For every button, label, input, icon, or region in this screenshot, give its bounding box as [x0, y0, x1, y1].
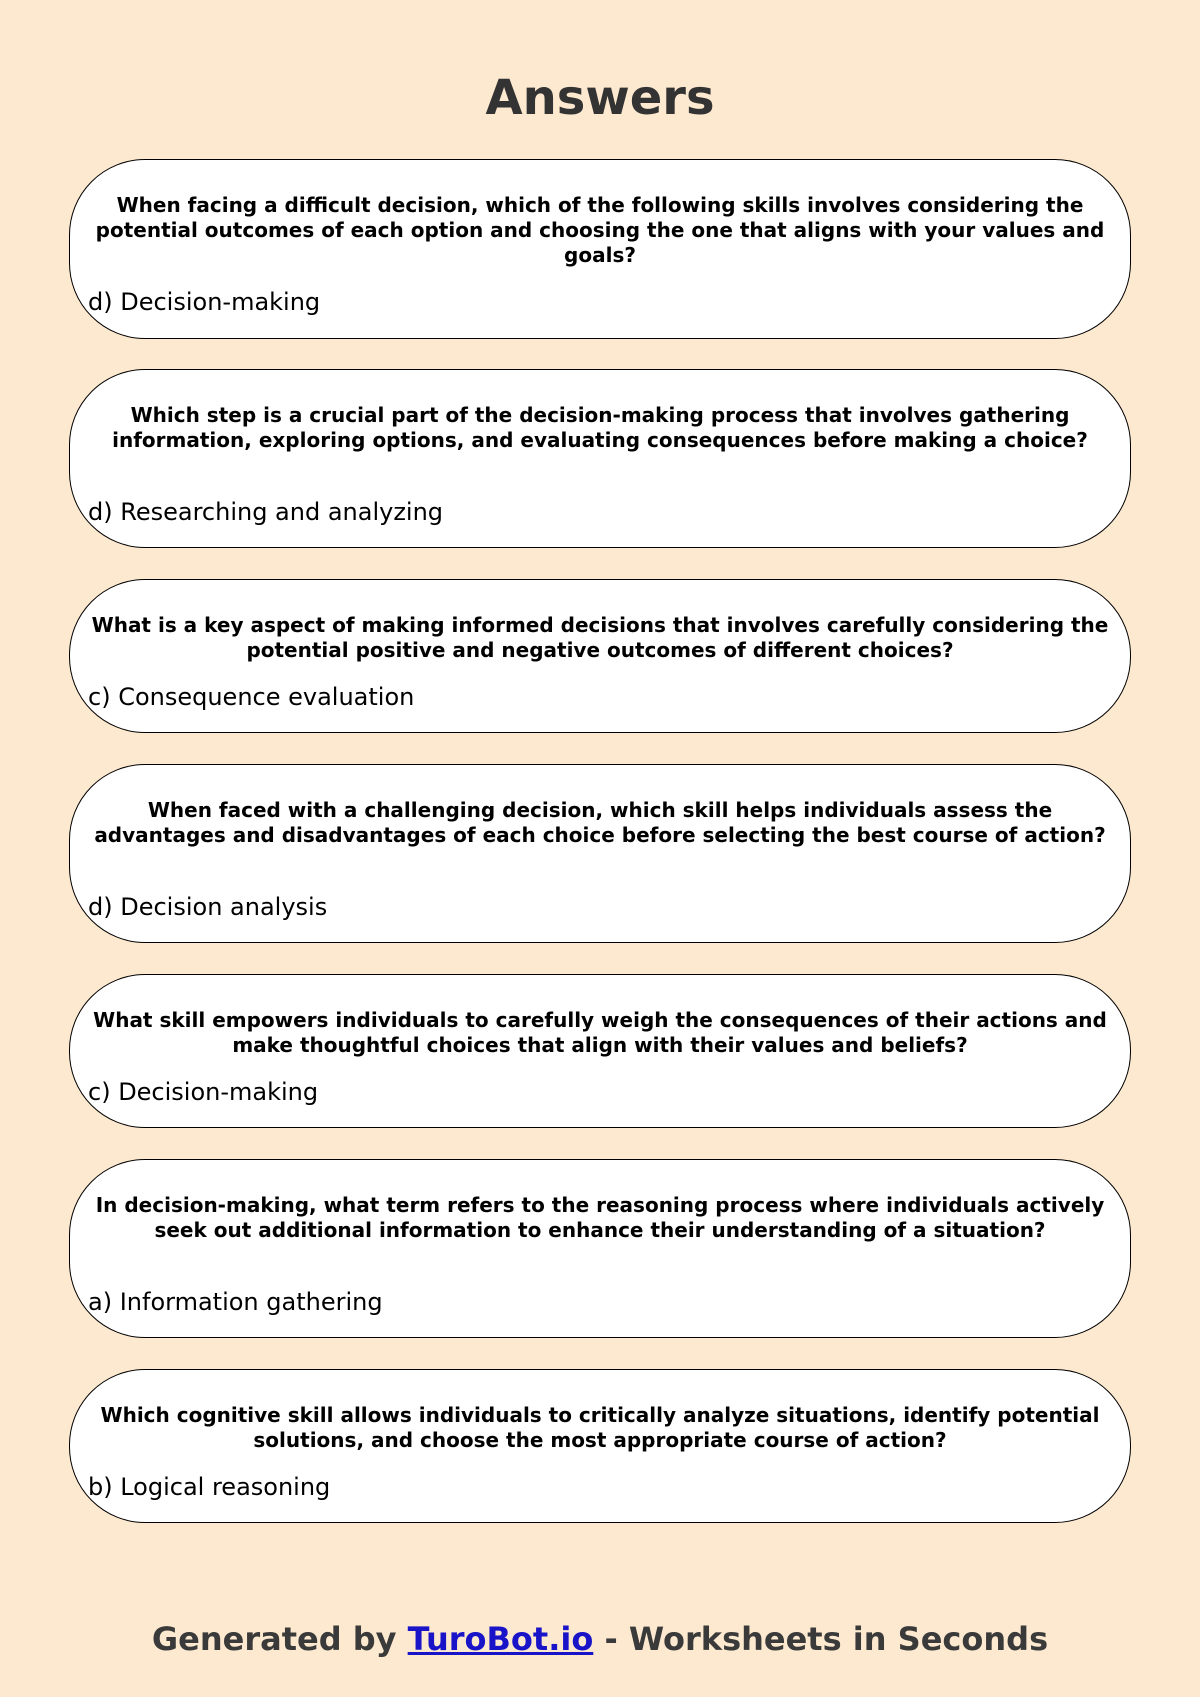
question-text: When facing a difficult decision, which of the following skills involves considering the potential outcomes of each option and choosing the one that aligns with your values and goals?: [95, 193, 1105, 267]
question-text: Which cognitive skill allows individuals to critically analyze situations, identify potential solutions, and choose the most appropriate course of action?: [100, 1403, 1100, 1452]
answer-text: a) Information gathering: [88, 1288, 383, 1316]
page-title: Answers: [485, 70, 715, 126]
turobot-link[interactable]: TuroBot.io: [407, 1620, 594, 1658]
question-text: In decision-making, what term refers to the reasoning process where individuals actively seek out additional information to enhance their understanding of a situation?: [95, 1193, 1105, 1242]
answer-text: c) Decision-making: [88, 1078, 319, 1106]
footer-prefix: Generated by: [151, 1620, 408, 1658]
question-text: What skill empowers individuals to carefully weigh the consequences of their actions and make thoughtful choices that align with their values and beliefs?: [93, 1008, 1107, 1057]
answer-text: b) Logical reasoning: [88, 1473, 331, 1501]
question-text: When faced with a challenging decision, which skill helps individuals assess the advantages and disadvantages of each choice before selecting the best course of action?: [94, 798, 1106, 847]
answer-text: d) Decision-making: [88, 288, 321, 316]
answer-card-3: [69, 579, 1131, 733]
answer-card-6: [69, 1159, 1131, 1338]
answer-card-2: [69, 369, 1131, 548]
question-text: What is a key aspect of making informed decisions that involves carefully considering the potential positive and negative outcomes of different choices?: [91, 613, 1109, 662]
answer-text: d) Decision analysis: [88, 893, 328, 921]
answer-card-7: [69, 1369, 1131, 1523]
answer-card-5: [69, 974, 1131, 1128]
answer-card-1: [69, 159, 1131, 339]
footer: [0, 1617, 1200, 1661]
answer-card-4: [69, 764, 1131, 943]
footer-suffix: - Worksheets in Seconds: [593, 1620, 1049, 1658]
answer-text: c) Consequence evaluation: [88, 683, 415, 711]
question-text: Which step is a crucial part of the decision-making process that involves gathering information, exploring options, and evaluating consequences before making a choice?: [112, 403, 1088, 452]
answer-text: d) Researching and analyzing: [88, 498, 444, 526]
